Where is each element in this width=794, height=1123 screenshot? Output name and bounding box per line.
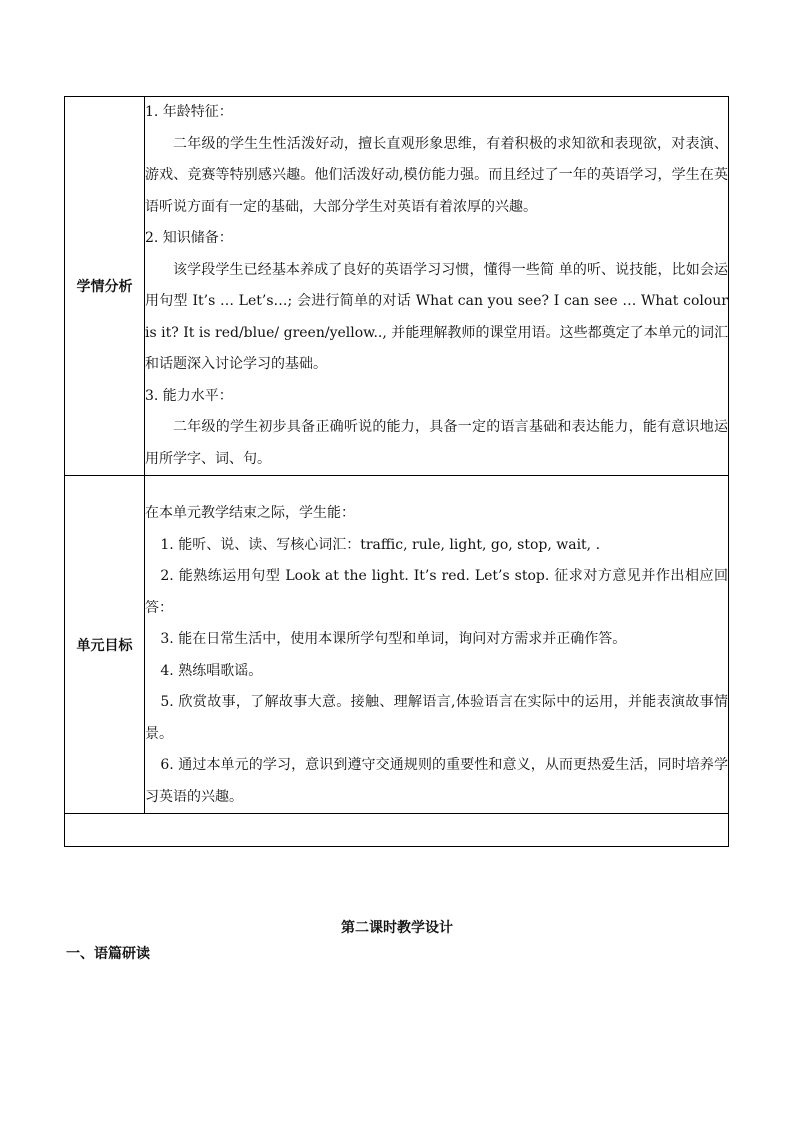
row-label-learner-analysis: 学情分析: [65, 97, 145, 476]
section-heading: 一、语篇研读: [66, 946, 150, 962]
knowledge-heading: 2. 知识储备：: [145, 230, 233, 246]
ability-paragraph: 二年级的学生初步具备正确听说的能力，具备一定的语言基础和表达能力，能有意识地运用所学字、词、句。: [145, 419, 728, 467]
goal-item: 4. 熟练唱歌谣。: [160, 662, 263, 679]
age-paragraph: 二年级的学生生性活泼好动，擅长直观形象思维，有着积极的求知欲和表现欲，对表演、游戏、竞赛等特别感兴趣。他们活泼好动,模仿能力强。而且经过了一年的英语学习，学生在英语听说方面有一定的基础，大部分学生对英语有着浓厚的兴趣。: [145, 135, 728, 215]
unit-goals-content: [145, 476, 729, 814]
table-row: [65, 97, 729, 476]
goal-item: 1. 能听、说、读、写核心词汇：traffic, rule, light, go, stop, wait, .: [160, 536, 601, 553]
learner-analysis-content: [145, 97, 729, 476]
table-row: [65, 476, 729, 814]
knowledge-paragraph: 该学段学生已经基本养成了良好的英语学习习惯，懂得一些简 单的听、说技能，比如会运用句型 It’s … Let’s…; 会进行简单的对话 What can you see? I can see … What colour is it? It is red/blue/ green/yellow.., 并能理解教师的课堂用语。这些都奠定了本单元的词汇和话题深入讨论学习的基础。: [145, 261, 728, 372]
ability-heading: 3. 能力水平：: [145, 387, 233, 404]
age-heading: 1. 年龄特征：: [145, 104, 233, 120]
goal-item: 2. 能熟练运用句型 Look at the light. It’s red. Let’s stop. 征求对方意见并作出相应回答：: [145, 568, 728, 616]
table-row: [65, 814, 729, 847]
goals-intro: 在本单元教学结束之际，学生能：: [145, 505, 355, 521]
goal-item: 6. 通过本单元的学习，意识到遵守交通规则的重要性和意义，从而更热爱生活，同时培养学习英语的兴趣。: [145, 757, 728, 805]
lesson-title: 第二课时教学设计: [341, 920, 453, 936]
goal-item: 5. 欣赏故事，了解故事大意。接触、理解语言,体验语言在实际中的运用，并能表演故事情景。: [145, 694, 728, 742]
lesson-plan-table: [64, 96, 729, 847]
empty-cell: [65, 814, 729, 847]
row-label-unit-goals: 单元目标: [65, 476, 145, 814]
goal-item: 3. 能在日常生活中，使用本课所学句型和单词，询问对方需求并正确作答。: [160, 631, 627, 647]
